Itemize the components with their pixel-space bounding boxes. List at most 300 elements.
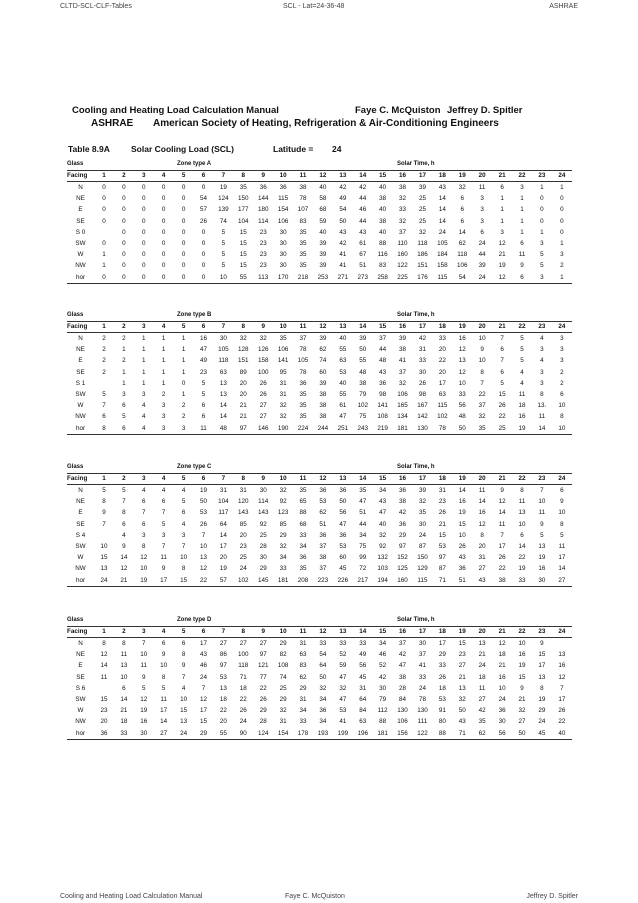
value-cell: 115 [437, 402, 448, 410]
value-cell: 32 [279, 543, 287, 551]
value-cell: 56 [359, 662, 367, 670]
value-cell: 23 [259, 240, 267, 248]
value-cell: 194 [377, 576, 388, 584]
hour-header: 17 [413, 171, 433, 182]
value-cell: 223 [317, 576, 329, 584]
value-cell: 3 [560, 346, 564, 354]
value-cell: 34 [379, 487, 387, 494]
hour-header: 13 [333, 627, 353, 638]
hour-header: 2 [114, 627, 134, 638]
value-cell: 53 [319, 498, 327, 506]
value-cell: 37 [418, 651, 426, 659]
table-label: Table 8.9A [68, 144, 110, 154]
value-cell: 32 [279, 402, 287, 410]
value-cell: 40 [379, 520, 387, 528]
table-row [67, 367, 572, 378]
value-cell: 49 [339, 195, 347, 203]
value-cell: 27 [219, 640, 227, 647]
value-cell: 1 [142, 346, 146, 354]
value-cell: 3 [161, 531, 166, 539]
value-cell: 25 [418, 217, 426, 225]
value-cell: 83 [379, 262, 387, 270]
value-cell: 28 [259, 718, 267, 726]
value-cell: 34 [299, 707, 307, 715]
value-cell: 27 [458, 662, 466, 670]
table-row [67, 344, 572, 355]
value-cell: 37 [299, 335, 307, 342]
value-cell: 13 [538, 543, 546, 551]
value-cell: 10 [120, 673, 128, 681]
value-cell: 7 [500, 335, 504, 342]
value-cell: 144 [257, 195, 269, 203]
value-cell: 30 [418, 368, 426, 376]
value-cell: 36 [339, 487, 347, 494]
value-cell: 4 [122, 531, 126, 539]
value-cell: 5 [560, 531, 564, 539]
footer-right: Jeffrey D. Spitler [526, 893, 578, 900]
value-cell: 1 [122, 379, 126, 387]
table-row [67, 552, 572, 563]
value-cell: 4 [520, 368, 524, 376]
value-cell: 35 [299, 402, 307, 410]
value-cell: 100 [238, 651, 249, 659]
value-cell: 20 [239, 379, 247, 387]
value-cell: 36 [299, 554, 307, 562]
value-cell: 37 [319, 543, 327, 551]
value-cell: 154 [277, 729, 289, 737]
facing-cell: NE [76, 498, 85, 506]
value-cell: 8 [122, 640, 126, 647]
value-cell: 8 [102, 640, 106, 647]
value-cell: 48 [359, 368, 367, 376]
value-cell: 54 [458, 273, 466, 281]
value-cell: 29 [259, 565, 267, 573]
value-cell: 54 [199, 195, 207, 203]
value-cell: 52 [339, 651, 347, 659]
value-cell: 0 [201, 262, 206, 270]
value-cell: 12 [498, 640, 506, 647]
value-cell: 30 [259, 554, 267, 562]
value-cell: 0 [181, 251, 186, 259]
value-cell: 13 [219, 684, 227, 692]
value-cell: 107 [297, 206, 309, 214]
hour-header: 24 [552, 474, 572, 485]
value-cell: 6 [560, 391, 564, 399]
value-cell: 2 [122, 335, 126, 342]
value-cell: 20 [478, 543, 486, 551]
value-cell: 12 [498, 240, 506, 248]
value-cell: 1 [142, 379, 146, 387]
value-cell: 36 [259, 184, 267, 191]
value-cell: 20 [438, 346, 446, 354]
value-cell: 39 [359, 335, 367, 342]
hour-header: 13 [333, 474, 353, 485]
table-row [67, 530, 572, 541]
value-cell: 14 [438, 217, 446, 225]
value-cell: 63 [219, 368, 227, 376]
value-cell: 22 [438, 357, 446, 365]
value-cell: 5 [520, 357, 524, 365]
value-cell: 9 [122, 543, 126, 551]
value-cell: 30 [379, 684, 387, 692]
value-cell: 0 [201, 251, 206, 259]
value-cell: 43 [438, 184, 446, 191]
value-cell: 24 [418, 684, 426, 692]
value-cell: 0 [142, 262, 146, 270]
value-cell: 11 [478, 184, 486, 191]
value-cell: 36 [279, 184, 287, 191]
value-cell: 20 [219, 554, 227, 562]
value-cell: 8 [181, 651, 186, 659]
value-cell: 14 [478, 498, 486, 506]
value-cell: 13 [518, 509, 526, 517]
value-cell: 35 [478, 718, 486, 726]
value-cell: 24 [180, 729, 188, 737]
value-cell: 199 [337, 729, 349, 737]
value-cell: 167 [417, 402, 428, 410]
value-cell: 11 [558, 543, 566, 551]
value-cell: 38 [399, 673, 407, 681]
facing-cell: W [77, 554, 84, 562]
value-cell: 5 [102, 487, 106, 494]
value-cell: 13 [199, 554, 207, 562]
value-cell: 11 [120, 651, 128, 659]
value-cell: 48 [379, 357, 387, 365]
value-cell: 31 [359, 684, 367, 692]
facing-cell: hor [75, 729, 86, 737]
value-cell: 32 [259, 335, 267, 342]
value-cell: 88 [379, 718, 387, 726]
value-cell: 9 [540, 520, 544, 528]
table-row [67, 389, 572, 400]
value-cell: 1 [161, 346, 166, 354]
table-row [67, 705, 572, 716]
value-cell: 15 [518, 673, 526, 681]
value-cell: 20 [219, 718, 227, 726]
value-cell: 111 [417, 718, 428, 726]
solar-time-label: Solar Time, h [397, 312, 435, 318]
value-cell: 53 [339, 543, 347, 551]
facing-cell: NW [75, 413, 86, 421]
hour-header: 8 [233, 322, 253, 333]
value-cell: 78 [299, 346, 307, 354]
value-cell: 5 [520, 346, 524, 354]
value-cell: 68 [319, 206, 327, 214]
value-cell: 31 [299, 696, 307, 704]
value-cell: 273 [357, 273, 368, 281]
value-cell: 5 [122, 413, 126, 421]
value-cell: 5 [102, 391, 106, 399]
value-cell: 18 [438, 684, 446, 692]
value-cell: 26 [498, 554, 506, 562]
value-cell: 152 [397, 554, 408, 562]
hour-header: 5 [174, 627, 194, 638]
solar-time-label: Solar Time, h [397, 464, 435, 470]
hour-header: 24 [552, 322, 572, 333]
value-cell: 6 [161, 498, 166, 506]
value-cell: 23 [239, 543, 247, 551]
hour-header: 21 [492, 171, 512, 182]
value-cell: 35 [299, 391, 307, 399]
hour-header: 16 [393, 322, 413, 333]
hour-header-row [67, 322, 572, 333]
value-cell: 44 [379, 346, 387, 354]
value-cell: 12 [498, 273, 506, 281]
value-cell: 142 [417, 413, 428, 421]
author-mcquiston: Faye C. McQuiston [355, 105, 441, 116]
value-cell: 154 [277, 206, 289, 214]
value-cell: 40 [319, 228, 327, 236]
value-cell: 2 [102, 335, 106, 342]
value-cell: 17 [160, 707, 168, 715]
table-row [67, 355, 572, 366]
hour-header: 15 [373, 474, 393, 485]
value-cell: 105 [297, 357, 309, 365]
value-cell: 83 [299, 662, 307, 670]
table-row [67, 378, 572, 389]
table-row [67, 333, 572, 345]
value-cell: 8 [480, 368, 484, 376]
value-cell: 26 [259, 379, 267, 387]
value-cell: 40 [379, 184, 387, 191]
value-cell: 35 [299, 487, 307, 494]
hour-header: 24 [552, 627, 572, 638]
value-cell: 13 [458, 684, 466, 692]
value-cell: 143 [257, 509, 269, 517]
value-cell: 25 [239, 554, 247, 562]
value-cell: 0 [161, 251, 166, 259]
value-cell: 2 [102, 346, 106, 354]
value-cell: 120 [238, 498, 249, 506]
value-cell: 6 [181, 509, 186, 517]
value-cell: 36 [319, 531, 327, 539]
value-cell: 105 [437, 240, 448, 248]
value-cell: 10 [160, 662, 168, 670]
glass-label: Glass [67, 617, 84, 623]
value-cell: 14 [219, 413, 227, 421]
value-cell: 12 [140, 554, 148, 562]
value-cell: 97 [399, 543, 407, 551]
hour-header: 6 [194, 171, 214, 182]
facing-cell: NW [75, 262, 86, 270]
value-cell: 0 [201, 273, 206, 281]
value-cell: 27 [239, 640, 247, 647]
value-cell: 35 [299, 413, 307, 421]
value-cell: 35 [239, 184, 247, 191]
value-cell: 18 [239, 684, 247, 692]
value-cell: 3 [142, 391, 146, 399]
hour-header: 2 [114, 474, 134, 485]
value-cell: 77 [259, 673, 267, 681]
hour-header: 16 [393, 474, 413, 485]
value-cell: 0 [161, 240, 166, 248]
value-cell: 55 [339, 391, 347, 399]
value-cell: 118 [457, 251, 468, 259]
hour-header-row [67, 627, 572, 638]
hour-header: 4 [154, 474, 174, 485]
value-cell: 106 [397, 391, 408, 399]
value-cell: 1 [540, 228, 544, 236]
facing-cell: N [78, 335, 83, 342]
value-cell: 21 [498, 251, 506, 259]
table-row [67, 182, 572, 194]
facing-cell: SE [76, 673, 85, 681]
value-cell: 33 [299, 718, 307, 726]
value-cell: 41 [339, 718, 347, 726]
hour-header: 10 [273, 322, 293, 333]
value-cell: 33 [458, 391, 466, 399]
value-cell: 88 [438, 729, 446, 737]
hour-header: 23 [532, 322, 552, 333]
zone-name: Zone type B [177, 312, 212, 318]
hour-header: 16 [393, 627, 413, 638]
value-cell: 17 [538, 662, 546, 670]
facing-cell: NE [76, 195, 85, 203]
value-cell: 56 [498, 729, 506, 737]
value-cell: 22 [498, 413, 506, 421]
value-cell: 39 [478, 262, 486, 270]
hour-header: 22 [512, 322, 532, 333]
value-cell: 55 [239, 273, 247, 281]
facing-cell: SW [75, 696, 86, 704]
value-cell: 50 [339, 498, 347, 506]
value-cell: 62 [458, 240, 466, 248]
value-cell: 40 [558, 729, 566, 737]
manual-title: Cooling and Heating Load Calculation Manual [72, 105, 279, 116]
value-cell: 51 [359, 509, 367, 517]
value-cell: 57 [199, 206, 207, 214]
hour-header: 22 [512, 171, 532, 182]
value-cell: 31 [299, 640, 307, 647]
value-cell: 22 [498, 565, 506, 573]
hour-header: 6 [194, 474, 214, 485]
value-cell: 25 [418, 206, 426, 214]
value-cell: 5 [142, 684, 146, 692]
value-cell: 1 [102, 262, 106, 270]
value-cell: 33 [438, 335, 446, 342]
value-cell: 26 [199, 520, 207, 528]
value-cell: 3 [122, 391, 126, 399]
value-cell: 33 [399, 206, 407, 214]
value-cell: 60 [339, 554, 347, 562]
value-cell: 14 [120, 696, 128, 704]
value-cell: 99 [359, 554, 367, 562]
value-cell: 11 [140, 662, 148, 670]
value-cell: 0 [161, 206, 166, 214]
latitude-label: Latitude = [273, 144, 314, 154]
value-cell: 43 [458, 554, 466, 562]
hour-header: 8 [233, 474, 253, 485]
value-cell: 1 [500, 217, 504, 225]
hour-header: 18 [432, 627, 452, 638]
hour-header: 24 [552, 171, 572, 182]
value-cell: 47 [199, 346, 207, 354]
value-cell: 130 [417, 707, 428, 715]
value-cell: 50 [458, 424, 466, 432]
value-cell: 12 [458, 368, 466, 376]
value-cell: 180 [257, 206, 269, 214]
value-cell: 30 [279, 262, 287, 270]
value-cell: 0 [122, 262, 126, 270]
value-cell: 35 [299, 262, 307, 270]
value-cell: 43 [199, 651, 207, 659]
footer-left: Cooling and Heating Load Calculation Manual [60, 893, 203, 900]
value-cell: 7 [102, 402, 106, 410]
value-cell: 3 [181, 424, 186, 432]
facing-cell: NE [76, 346, 85, 354]
facing-cell: SW [75, 240, 86, 248]
value-cell: 4 [181, 520, 186, 528]
value-cell: 30 [279, 228, 287, 236]
value-cell: 43 [379, 368, 387, 376]
value-cell: 0 [161, 228, 166, 236]
value-cell: 6 [500, 346, 504, 354]
value-cell: 18 [120, 718, 128, 726]
value-cell: 1 [161, 335, 166, 342]
value-cell: 36 [319, 707, 327, 715]
value-cell: 55 [219, 729, 227, 737]
value-cell: 7 [201, 531, 206, 539]
value-cell: 1 [181, 357, 186, 365]
value-cell: 20 [239, 391, 247, 399]
value-cell: 3 [161, 402, 166, 410]
value-cell: 14 [458, 487, 466, 494]
value-cell: 19 [219, 184, 227, 191]
value-cell: 0 [181, 195, 186, 203]
value-cell: 0 [201, 184, 206, 191]
value-cell: 12 [140, 696, 148, 704]
value-cell: 3 [142, 531, 146, 539]
value-cell: 65 [299, 498, 307, 506]
value-cell: 41 [418, 662, 426, 670]
value-cell: 84 [399, 696, 407, 704]
value-cell: 98 [418, 391, 426, 399]
value-cell: 19 [458, 509, 466, 517]
value-cell: 4 [142, 402, 146, 410]
hour-header: 11 [293, 322, 313, 333]
hour-header: 13 [333, 322, 353, 333]
value-cell: 19 [498, 262, 506, 270]
value-cell: 0 [560, 195, 564, 203]
hour-header: 6 [194, 322, 214, 333]
hour-header: 4 [154, 322, 174, 333]
value-cell: 37 [379, 335, 387, 342]
hour-header: 6 [194, 627, 214, 638]
value-cell: 17 [160, 576, 168, 584]
value-cell: 104 [218, 498, 229, 506]
value-cell: 251 [337, 424, 349, 432]
hour-header: 7 [213, 322, 233, 333]
value-cell: 10 [180, 554, 188, 562]
facing-cell: hor [75, 424, 86, 432]
value-cell: 53 [438, 696, 446, 704]
value-cell: 3 [161, 413, 166, 421]
value-cell: 36 [339, 531, 347, 539]
value-cell: 8 [520, 487, 524, 494]
hour-header: 22 [512, 627, 532, 638]
value-cell: 0 [181, 262, 186, 270]
value-cell: 15 [458, 640, 466, 647]
value-cell: 56 [339, 509, 347, 517]
value-cell: 6 [520, 531, 524, 539]
value-cell: 15 [100, 554, 108, 562]
value-cell: 10 [558, 509, 566, 517]
value-cell: 21 [518, 696, 526, 704]
value-cell: 33 [418, 357, 426, 365]
value-cell: 0 [122, 273, 126, 281]
value-cell: 14 [219, 402, 227, 410]
value-cell: 15 [538, 651, 546, 659]
